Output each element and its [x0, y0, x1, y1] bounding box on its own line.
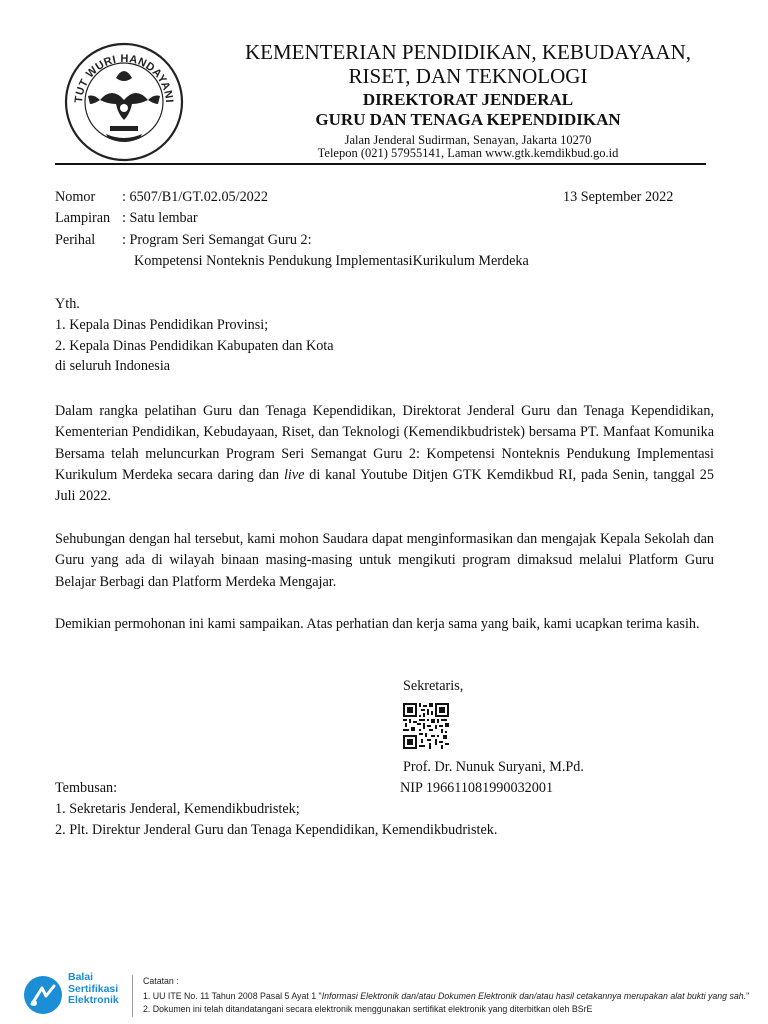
- directorate-name-line1: DIREKTORAT JENDERAL: [362, 90, 574, 109]
- perihal-value-line1: : Program Seri Semangat Guru 2:: [122, 232, 312, 248]
- recipient-location: di seluruh Indonesia: [55, 358, 171, 374]
- tembusan-label: Tembusan:: [55, 780, 118, 796]
- body-paragraph-2: Sehubungan dengan hal tersebut, kami mohon Saudara dapat menginformasikan dan mengajak Kepala Sekolah dan Guru yang ada di wilayah binaan masing-masing untuk mengikuti program dimaksud melalui Platform Guru Belajar Berbagi dan Platform Merdeka Mengajar.: [55, 531, 714, 590]
- nomor-label: Nomor: [55, 189, 96, 205]
- tembusan-item: 1. Sekretaris Jenderal, Kemendikbudristek;: [55, 801, 300, 817]
- svg-text:TUT WURI HANDAYANI: TUT WURI HANDAYANI: [72, 52, 176, 104]
- recipient-item: 1. Kepala Dinas Pendidikan Provinsi;: [55, 317, 269, 333]
- office-contact: Telepon (021) 57955141, Laman www.gtk.kemdikbud.go.id: [317, 146, 619, 160]
- letterhead-divider: [55, 163, 706, 165]
- ministry-name-line2: RISET, DAN TEKNOLOGI: [348, 64, 588, 88]
- qr-code-icon: [403, 703, 449, 749]
- live-emphasis: live: [283, 466, 305, 483]
- bsre-name: Balai Sertifikasi Elektronik: [68, 971, 119, 1006]
- tembusan-item: 2. Plt. Direktur Jenderal Guru dan Tenaga Kependidikan, Kemendikbudristek.: [55, 822, 498, 838]
- perihal-label: Perihal: [55, 232, 96, 248]
- lampiran-value: : Satu lembar: [122, 210, 198, 226]
- lampiran-label: Lampiran: [55, 210, 111, 226]
- recipient-item: 2. Kepala Dinas Pendidikan Kabupaten dan Kota: [55, 338, 334, 354]
- salutation: Yth.: [55, 296, 80, 312]
- directorate-name-line2: GURU DAN TENAGA KEPENDIDIKAN: [315, 110, 621, 129]
- letterhead: [0, 0, 768, 170]
- nomor-value: : 6507/B1/GT.02.05/2022: [122, 189, 268, 205]
- perihal-value-line2: Kompetensi Nonteknis Pendukung ImplementasiKurikulum Merdeka: [134, 253, 529, 269]
- body-paragraph-1: Dalam rangka pelatihan Guru dan Tenaga Kependidikan, Direktorat Jenderal Guru dan Tenaga Kependidikan, Kementerian Pendidikan, Kebudayaan, Riset, dan Teknologi (Kemendikbudristek) bersama PT. Manfaat Komunika Bersama telah meluncurkan Program Seri Semangat Guru 2: Kompetensi Nonteknis Pendukung Implementasi Kurikulum Merdeka secara daring dan live di kanal Youtube Ditjen GTK Kemdikbud RI, pada Senin, tanggal 25 Juli 2022.: [55, 403, 714, 505]
- bsre-logo-icon: [22, 974, 64, 1016]
- signatory-nip: NIP 196611081990032001: [400, 780, 554, 796]
- footer-note-1: 1. UU ITE No. 11 Tahun 2008 Pasal 5 Ayat 1 "Informasi Elektronik dan/atau Dokumen Elektronik dan/atau hasil cetakannya merupakan alat bukti yang sah.": [143, 991, 750, 1001]
- body-paragraph-3: Demikian permohonan ini kami sampaikan. Atas perhatian dan kerja sama yang baik, kami ucapkan terima kasih.: [55, 616, 700, 632]
- office-address: Jalan Jenderal Sudirman, Senayan, Jakarta 10270: [344, 133, 592, 147]
- letter-date: 13 September 2022: [563, 189, 674, 205]
- ministry-name-line1: KEMENTERIAN PENDIDIKAN, KEBUDAYAAN,: [244, 40, 692, 64]
- catatan-label: Catatan :: [143, 976, 179, 986]
- footer-note-2: 2. Dokumen ini telah ditandatangani secara elektronik menggunakan sertifikat elektronik yang diterbitkan oleh BSrE: [143, 1004, 593, 1014]
- signatory-name: Prof. Dr. Nunuk Suryani, M.Pd.: [403, 759, 584, 775]
- signatory-title: Sekretaris,: [403, 678, 464, 694]
- footer-divider: [132, 975, 133, 1017]
